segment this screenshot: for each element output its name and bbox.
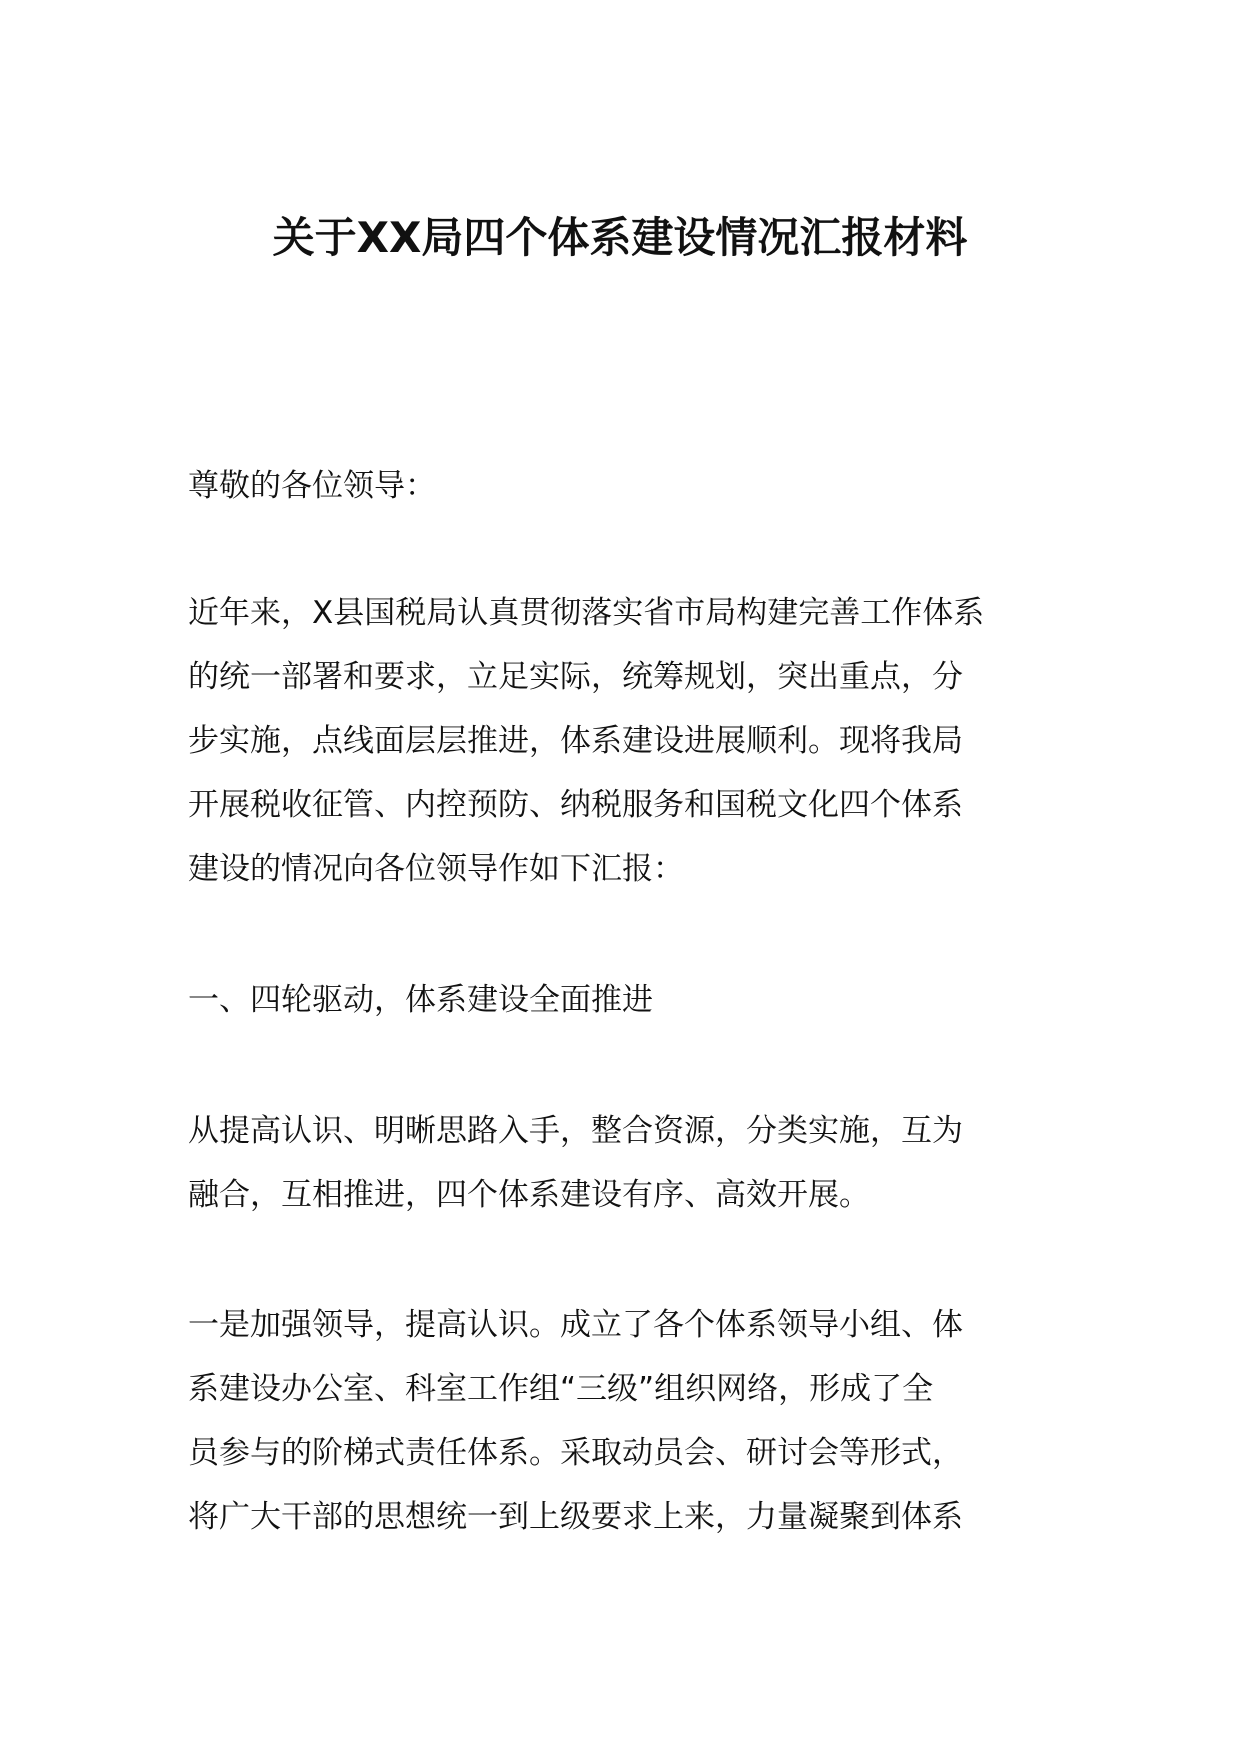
paragraph-line: 融合，互相推进，四个体系建设有序、高效开展。 [188,1177,870,1213]
paragraph-line: 将广大干部的思想统一到上级要求上来，力量凝聚到体系 [188,1499,963,1535]
paragraph-intro [188,581,1056,901]
salutation [188,454,1056,518]
paragraph-line: 步实施，点线面层层推进，体系建设进展顺利。现将我局 [188,723,963,759]
paragraph-line: 从提高认识、明晰思路入手，整合资源，分类实施，互为 [188,1113,963,1149]
paragraph-leadership [188,1293,1056,1549]
paragraph-line: 开展税收征管、内控预防、纳税服务和国税文化四个体系 [188,787,963,823]
paragraph-line: 员参与的阶梯式责任体系。采取动员会、研讨会等形式， [188,1435,963,1471]
section-heading-line: 一、四轮驱动，体系建设全面推进 [188,982,653,1018]
paragraph-overview [188,1099,1056,1227]
paragraph-line: 一是加强领导，提高认识。成立了各个体系领导小组、体 [188,1307,963,1343]
document-title: 关于XX局四个体系建设情况汇报材料 [272,213,968,262]
paragraph-line: 建设的情况向各位领导作如下汇报： [188,851,684,887]
section-heading [188,968,1056,1032]
paragraph-line: 系建设办公室、科室工作组“三级”组织网络，形成了全 [188,1371,934,1407]
paragraph-line: 的统一部署和要求，立足实际，统筹规划，突出重点，分 [188,659,963,695]
paragraph-line: 近年来，X县国税局认真贯彻落实省市局构建完善工作体系 [188,595,985,631]
salutation-line: 尊敬的各位领导： [188,468,436,504]
